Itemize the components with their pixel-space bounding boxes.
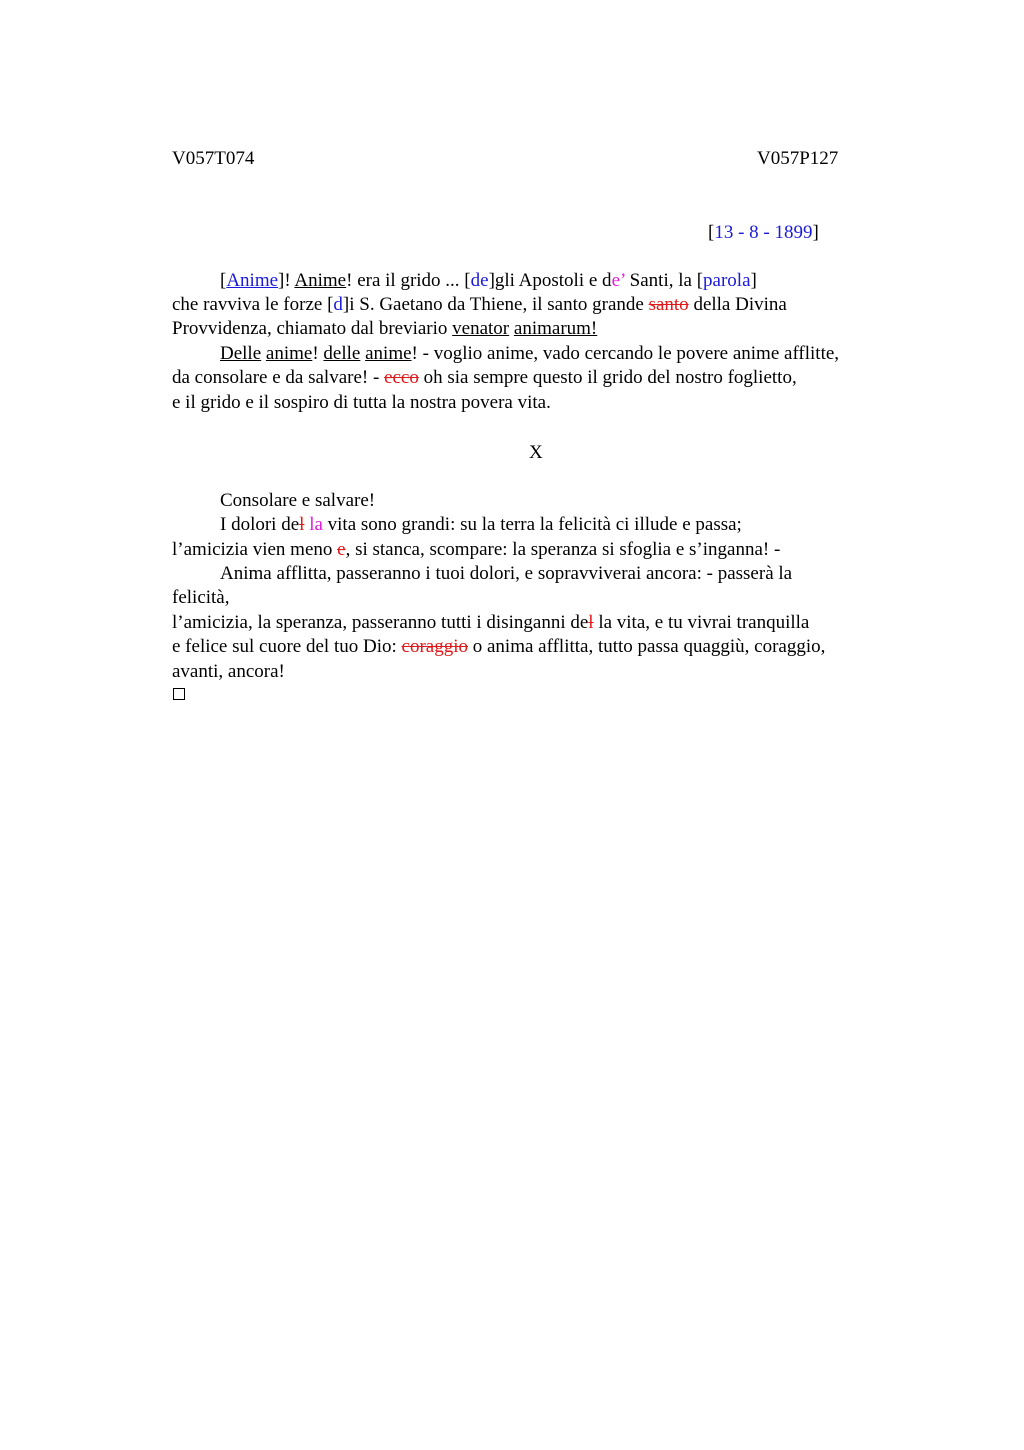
text: l’amicizia, la speranza, passeranno tutti i disinganni de bbox=[172, 612, 589, 633]
end-box-icon bbox=[173, 688, 185, 700]
date-value: 13 - 8 - 1899 bbox=[714, 222, 813, 243]
date-line bbox=[708, 222, 819, 244]
p3-line-5: felicità, bbox=[172, 587, 230, 608]
p3-line-7 bbox=[172, 636, 825, 658]
text: ]! bbox=[278, 270, 295, 291]
p3-line-8: avanti, ancora! bbox=[172, 661, 285, 682]
underlined-word: Delle bbox=[220, 343, 262, 364]
header-left-code: V057T074 bbox=[172, 148, 255, 169]
corrected-word: la bbox=[309, 514, 323, 535]
text: Provvidenza, chiamato dal breviario bbox=[172, 318, 453, 339]
p2-line-2 bbox=[172, 367, 797, 389]
deleted-fragment: e bbox=[337, 539, 346, 560]
text: e felice sul cuore del tuo Dio: bbox=[172, 636, 402, 657]
p1-line-2 bbox=[172, 294, 787, 316]
p2-line-3: e il grido e il sospiro di tutta la nostra povera vita. bbox=[172, 392, 551, 413]
deleted-word: coraggio bbox=[401, 636, 468, 657]
text: o anima afflitta, tutto passa quaggiù, coraggio, bbox=[468, 636, 826, 657]
underlined-word: Anime bbox=[294, 270, 347, 291]
underlined-word: delle bbox=[323, 343, 361, 364]
date-bracket-close: ] bbox=[812, 222, 819, 243]
text: I dolori de bbox=[220, 514, 300, 535]
p1-line-3 bbox=[172, 318, 597, 340]
added-word: Anime bbox=[226, 270, 279, 291]
p3-line-2 bbox=[220, 514, 742, 536]
text: ]gli Apostoli e d bbox=[488, 270, 612, 291]
date-bracket-open: [ bbox=[708, 222, 715, 243]
text: da consolare e da salvare! - bbox=[172, 367, 385, 388]
header-right-code: V057P127 bbox=[757, 148, 839, 169]
deleted-fragment: l bbox=[299, 514, 305, 535]
text: ! bbox=[312, 343, 324, 364]
p3-line-1: Consolare e salvare! bbox=[220, 490, 376, 511]
deleted-word: ecco bbox=[384, 367, 419, 388]
text: la vita, e tu vivrai tranquilla bbox=[593, 612, 810, 633]
text: ] bbox=[750, 270, 757, 291]
text: ]i S. Gaetano da Thiene, il santo grande bbox=[342, 294, 649, 315]
corrected-fragment: e’ bbox=[611, 270, 625, 291]
text: oh sia sempre questo il grido del nostro foglietto, bbox=[418, 367, 797, 388]
text: ! - voglio anime, vado cercando le povere anime afflitte, bbox=[411, 343, 840, 364]
deleted-fragment: l bbox=[588, 612, 594, 633]
text: l’amicizia vien meno bbox=[172, 539, 338, 560]
p3-line-4: Anima afflitta, passeranno i tuoi dolori, e sopravviverai ancora: - passerà la bbox=[220, 563, 793, 584]
p2-line-1 bbox=[220, 343, 839, 365]
added-word: parola bbox=[703, 270, 751, 291]
text: che ravviva le forze [ bbox=[172, 294, 334, 315]
underlined-word: anime bbox=[365, 343, 412, 364]
text: Santi, la [ bbox=[624, 270, 704, 291]
underlined-word: anime bbox=[265, 343, 313, 364]
text: , si stanca, scompare: la speranza si sfoglia e s’inganna! - bbox=[345, 539, 781, 560]
text: della Divina bbox=[688, 294, 787, 315]
added-fragment: d bbox=[333, 294, 343, 315]
text: [ bbox=[220, 270, 227, 291]
p3-line-6 bbox=[172, 612, 809, 634]
underlined-word: animarum! bbox=[513, 318, 598, 339]
p3-line-3 bbox=[172, 539, 780, 561]
underlined-word: venator bbox=[452, 318, 510, 339]
section-heading: X bbox=[529, 442, 543, 463]
text: vita sono grandi: su la terra la felicità ci illude e passa; bbox=[322, 514, 742, 535]
text: ! era il grido ... [ bbox=[346, 270, 471, 291]
added-fragment: de bbox=[470, 270, 489, 291]
deleted-word: santo bbox=[648, 294, 689, 315]
p1-line-1 bbox=[220, 270, 757, 292]
